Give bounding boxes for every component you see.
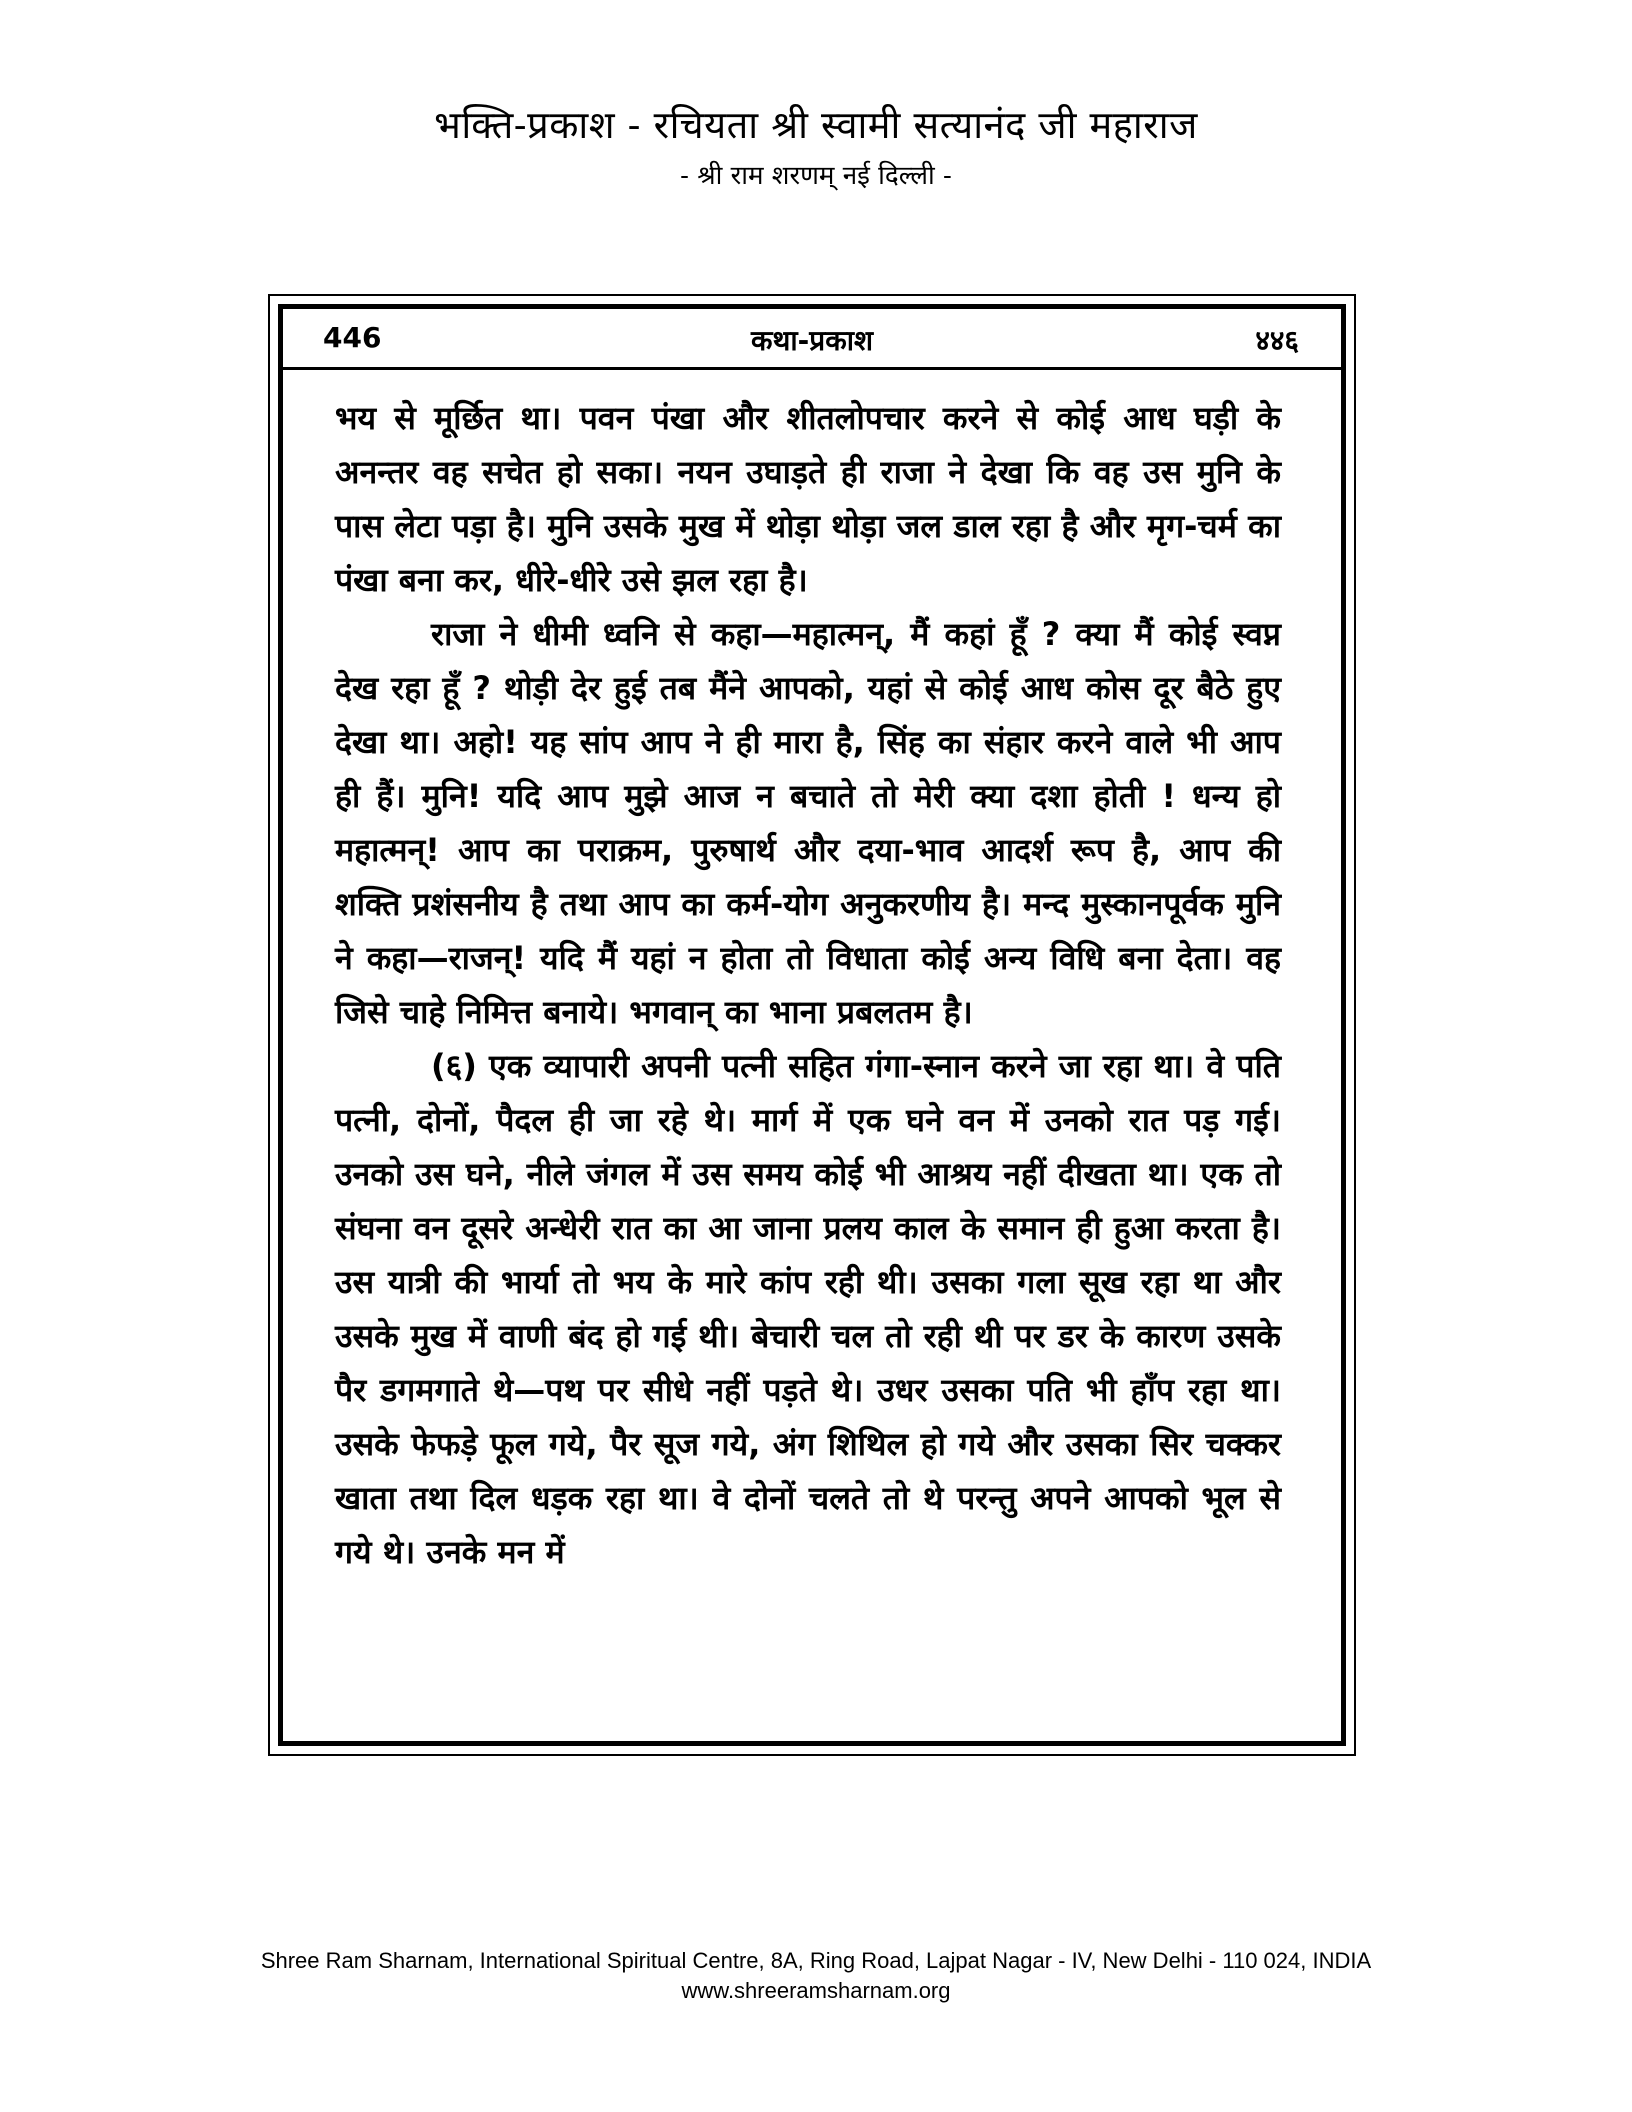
page-number-arabic: 446 (323, 321, 382, 354)
paragraph: (६) एक व्यापारी अपनी पत्नी सहित गंगा-स्नान करने जा रहा था। वे पति पत्नी, दोनों, पैदल ही जा रहे थे। मार्ग में एक घने वन में उनको रात पड़ गई। उनको उस घने, नीले जंगल में उस समय कोई भी आश्रय नहीं दीखता था। एक तो संघना वन दूसरे अन्धेरी रात का आ जाना प्रलय काल के समान ही हुआ करता है। उस यात्री की भार्या तो भय के मारे कांप रही थी। उसका गला सूख रहा था और उसके मुख में वाणी बंद हो गई थी। बेचारी चल तो रही थी पर डर के कारण उसके पैर डगमगाते थे—पथ पर सीधे नहीं पड़ते थे। उधर उसका पति भी हाँप रहा था। उसके फेफड़े फूल गये, पैर सूज गये, अंग शिथिल हो गये और उसका सिर चक्कर खाता तथा दिल धड़क रहा था। वे दोनों चलते तो थे परन्तु अपने आपको भूल से गये थे। उनके मन में (335, 1047, 1281, 1571)
document-subtitle: - श्री राम शरणम् नई दिल्ली - (680, 161, 952, 191)
running-head: कथा-प्रकाश (751, 324, 873, 357)
book-body-text (335, 391, 1281, 1579)
footer-website: www.shreeramsharnam.org (681, 1978, 951, 2003)
book-page-inner-border (278, 304, 1346, 1746)
page-number-devanagari: ४४६ (1255, 324, 1299, 357)
footer-address: Shree Ram Sharnam, International Spiritual Centre, 8A, Ring Road, Lajpat Nagar - IV, New Delhi - 110 024, INDIA (260, 1948, 1372, 1973)
paragraph: भय से मूर्छित था। पवन पंखा और शीतलोपचार करने से कोई आध घड़ी के अनन्तर वह सचेत हो सका। नयन उघाड़ते ही राजा ने देखा कि वह उस मुनि के पास लेटा पड़ा है। मुनि उसके मुख में थोड़ा थोड़ा जल डाल रहा है और मृग-चर्म का पंखा बना कर, धीरे-धीरे उसे झल रहा है। (335, 399, 1281, 599)
page-footer (0, 1946, 1632, 2006)
book-page-header (283, 309, 1341, 370)
book-page-frame (268, 294, 1356, 1756)
paragraph: राजा ने धीमी ध्वनि से कहा—महात्मन्, मैं कहां हूँ ? क्या मैं कोई स्वप्न देख रहा हूँ ? थोड़ी देर हुई तब मैंने आपको, यहां से कोई आध कोस दूर बैठे हुए देखा था। अहो! यह सांप आप ने ही मारा है, सिंह का संहार करने वाले भी आप ही हैं। मुनि! यदि आप मुझे आज न बचाते तो मेरी क्या दशा होती ! धन्य हो महात्मन्! आप का पराक्रम, पुरुषार्थ और दया-भाव आदर्श रूप है, आप की शक्ति प्रशंसनीय है तथा आप का कर्म-योग अनुकरणीय है। मन्द मुस्कानपूर्वक मुनि ने कहा—राजन्! यदि मैं यहां न होता तो विधाता कोई अन्य विधि बना देता। वह जिसे चाहे निमित्त बनाये। भगवान् का भाना प्रबलतम है। (335, 615, 1281, 1031)
document-title: भक्ति-प्रकाश - रचियता श्री स्वामी सत्यानंद जी महाराज (434, 103, 1198, 147)
page-header (0, 100, 1632, 198)
